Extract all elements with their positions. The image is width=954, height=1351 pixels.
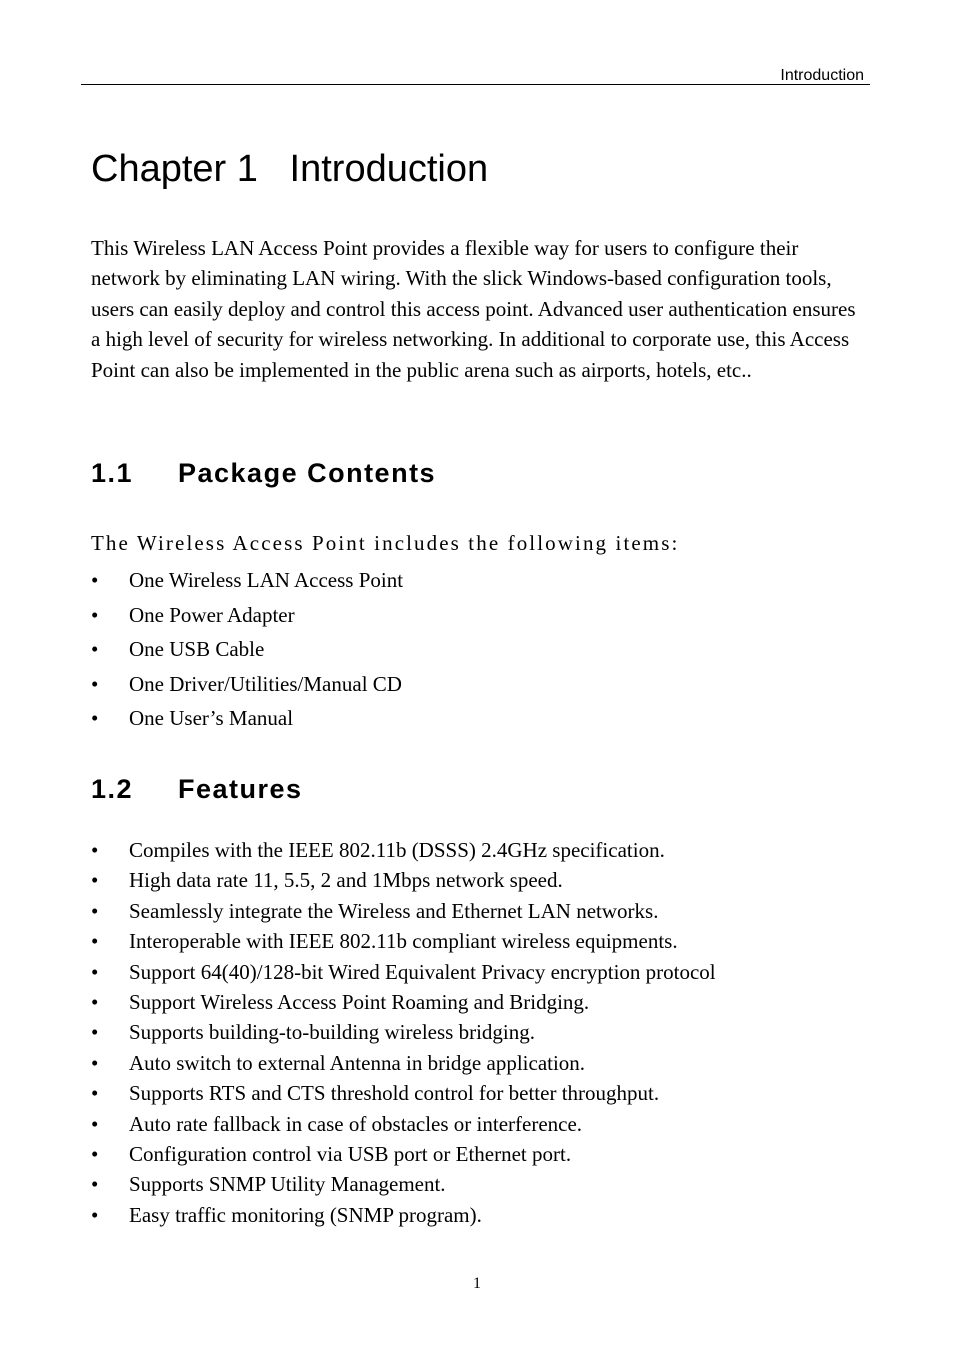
- list-item-text: Easy traffic monitoring (SNMP program).: [129, 1202, 482, 1227]
- bullet-icon: •: [91, 568, 99, 592]
- list-item: [91, 1200, 716, 1230]
- bullet-icon: •: [91, 1111, 99, 1136]
- list-item-text: One User’s Manual: [129, 706, 294, 730]
- list-item-text: Auto rate fallback in case of obstacles or interference.: [129, 1111, 583, 1136]
- list-item-text: Support Wireless Access Point Roaming and Bridging.: [129, 989, 590, 1014]
- list-item: [91, 1109, 716, 1139]
- list-item-text: Seamlessly integrate the Wireless and Ethernet LAN networks.: [129, 898, 659, 923]
- bullet-icon: •: [91, 929, 99, 954]
- bullet-icon: •: [91, 671, 99, 696]
- list-item-text: Support 64(40)/128-bit Wired Equivalent Privacy encryption protocol: [129, 959, 716, 984]
- section-heading-features: [91, 772, 303, 806]
- list-item: [91, 835, 716, 865]
- list-item-text: Compiles with the IEEE 802.11b (DSSS) 2.4GHz specification.: [129, 838, 665, 862]
- list-item: [91, 896, 716, 926]
- page-number: 1: [473, 1275, 481, 1292]
- bullet-icon: •: [91, 898, 99, 923]
- running-header-title: Introduction: [780, 67, 864, 84]
- chapter-title: Chapter 1 Introduction: [91, 148, 489, 190]
- list-item: [91, 865, 716, 895]
- list-item-text: Auto switch to external Antenna in bridge application.: [129, 1050, 586, 1075]
- list-item-text: One USB Cable: [129, 637, 265, 661]
- list-item: [91, 632, 403, 667]
- bullet-icon: •: [91, 838, 99, 862]
- section-title: Features: [178, 774, 303, 804]
- bullet-icon: •: [91, 706, 99, 730]
- list-item: [91, 563, 403, 598]
- list-item-text: One Wireless LAN Access Point: [129, 568, 404, 592]
- package-contents-list: [91, 563, 403, 736]
- bullet-icon: •: [91, 868, 99, 893]
- list-item-text: Supports SNMP Utility Management.: [129, 1172, 446, 1197]
- list-item-text: Supports RTS and CTS threshold control for better throughput.: [129, 1081, 660, 1106]
- bullet-icon: •: [91, 989, 99, 1014]
- bullet-icon: •: [91, 1141, 99, 1166]
- running-header: [81, 66, 870, 85]
- bullet-icon: •: [91, 1081, 99, 1106]
- section-title: Package Contents: [178, 458, 437, 488]
- list-item: [91, 1078, 716, 1108]
- section-number: 1.2: [91, 774, 134, 804]
- list-item-text: High data rate 11, 5.5, 2 and 1Mbps network speed.: [129, 868, 563, 893]
- features-list: [91, 835, 716, 1230]
- list-item-text: One Driver/Utilities/Manual CD: [129, 671, 402, 696]
- list-item-text: Configuration control via USB port or Ethernet port.: [129, 1141, 572, 1166]
- list-item-text: Supports building-to-building wireless bridging.: [129, 1020, 535, 1045]
- bullet-icon: •: [91, 959, 99, 984]
- list-item: [91, 598, 403, 633]
- list-item: [91, 957, 716, 987]
- bullet-icon: •: [91, 1172, 99, 1197]
- bullet-icon: •: [91, 602, 99, 627]
- list-item-text: Interoperable with IEEE 802.11b compliant wireless equipments.: [129, 929, 678, 954]
- list-item: [91, 926, 716, 956]
- list-item: [91, 1139, 716, 1169]
- list-item: [91, 667, 403, 702]
- chapter-intro-paragraph: This Wireless LAN Access Point provides a flexible way for users to configure their network by eliminating LAN wiring. With the slick Windows-based configuration tools, users can easily deploy and control this access point. Advanced user authentication ensures a high level of security for wireless networking. In additional to corporate use, this Access Point can also be implemented in the public arena such as airports, hotels, etc..: [91, 236, 856, 382]
- package-contents-intro: The Wireless Access Point includes the following items:: [91, 531, 680, 555]
- list-item: [91, 1017, 716, 1047]
- list-item-text: One Power Adapter: [129, 602, 295, 627]
- bullet-icon: •: [91, 1020, 99, 1045]
- list-item: [91, 1169, 716, 1199]
- list-item: [91, 987, 716, 1017]
- list-item: [91, 1048, 716, 1078]
- bullet-icon: •: [91, 1050, 99, 1075]
- section-heading-package-contents: [91, 456, 436, 490]
- bullet-icon: •: [91, 1202, 99, 1227]
- bullet-icon: •: [91, 637, 99, 661]
- section-number: 1.1: [91, 458, 134, 488]
- list-item: [91, 701, 403, 736]
